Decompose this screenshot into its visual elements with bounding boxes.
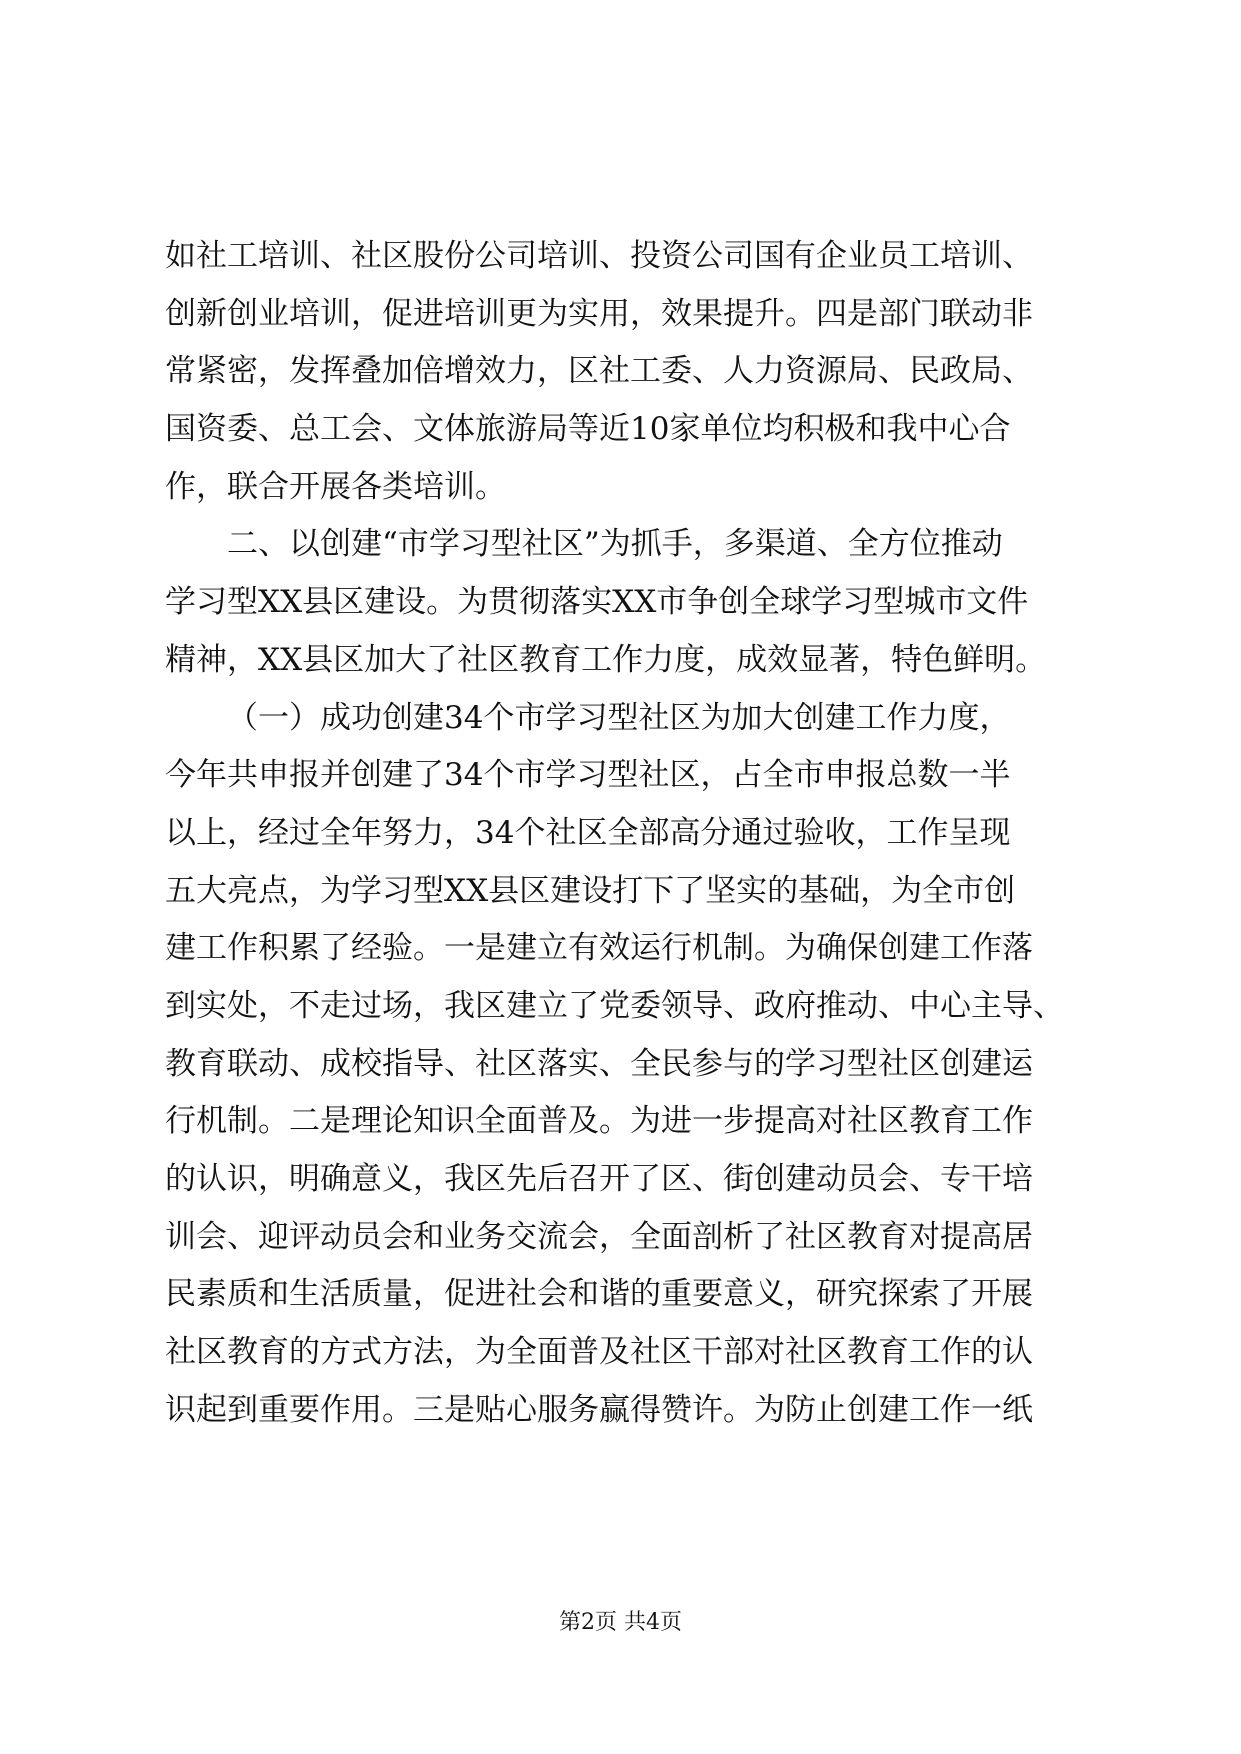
- text-line: 到实处，不走过场，我区建立了党委领导、政府推动、中心主导、: [165, 987, 1064, 1024]
- text-line: 以上，经过全年努力，34个社区全部高分通过验收，工作呈现: [165, 814, 1011, 851]
- text-line: 精神，XX县区加大了社区教育工作力度，成效显著，特色鲜明。: [165, 641, 1047, 678]
- text-line: 教育联动、成校指导、社区落实、全民参与的学习型社区创建运: [165, 1045, 1033, 1082]
- text-line: 的认识，明确意义，我区先后召开了区、街创建动员会、专干培: [165, 1161, 1033, 1197]
- text-line: 训会、迎评动员会和业务交流会，全面剖析了社区教育对提高居: [165, 1218, 1033, 1255]
- text-line: （一）成功创建34个市学习型社区为加大创建工作力度，: [227, 699, 1011, 736]
- text-line: 民素质和生活质量，促进社会和谐的重要意义，研究探索了开展: [165, 1276, 1033, 1313]
- text-line: 行机制。二是理论知识全面普及。为进一步提高对社区教育工作: [165, 1103, 1033, 1140]
- text-line: 如社工培训、社区股份公司培训、投资公司国有企业员工培训、: [165, 238, 1033, 274]
- text-line: 二、以创建“市学习型社区”为抓手，多渠道、全方位推动: [227, 526, 1003, 563]
- text-line: 识起到重要作用。三是贴心服务赢得赞许。为防止创建工作一纸: [165, 1391, 1033, 1428]
- text-line: 五大亮点，为学习型XX县区建设打下了坚实的基础，为全市创: [165, 872, 1016, 909]
- text-line: 社区教育的方式方法，为全面普及社区干部对社区教育工作的认: [165, 1334, 1033, 1371]
- page-footer: 第2页 共4页: [559, 1610, 682, 1635]
- text-line: 作，联合开展各类培训。: [165, 468, 506, 505]
- text-line: 常紧密，发挥叠加倍增效力，区社工委、人力资源局、民政局、: [165, 353, 1033, 390]
- document-body: [165, 228, 1080, 1439]
- text-line: 国资委、总工会、文体旅游局等近10家单位均积极和我中心合: [165, 411, 1011, 448]
- text-line: 建工作积累了经验。一是建立有效运行机制。为确保创建工作落: [165, 930, 1033, 967]
- text-line: 学习型XX县区建设。为贯彻落实XX市争创全球学习型城市文件: [165, 584, 1029, 621]
- text-line: 创新创业培训，促进培训更为实用，效果提升。四是部门联动非: [165, 295, 1033, 332]
- text-line: 今年共申报并创建了34个市学习型社区，占全市申报总数一半: [165, 757, 1011, 794]
